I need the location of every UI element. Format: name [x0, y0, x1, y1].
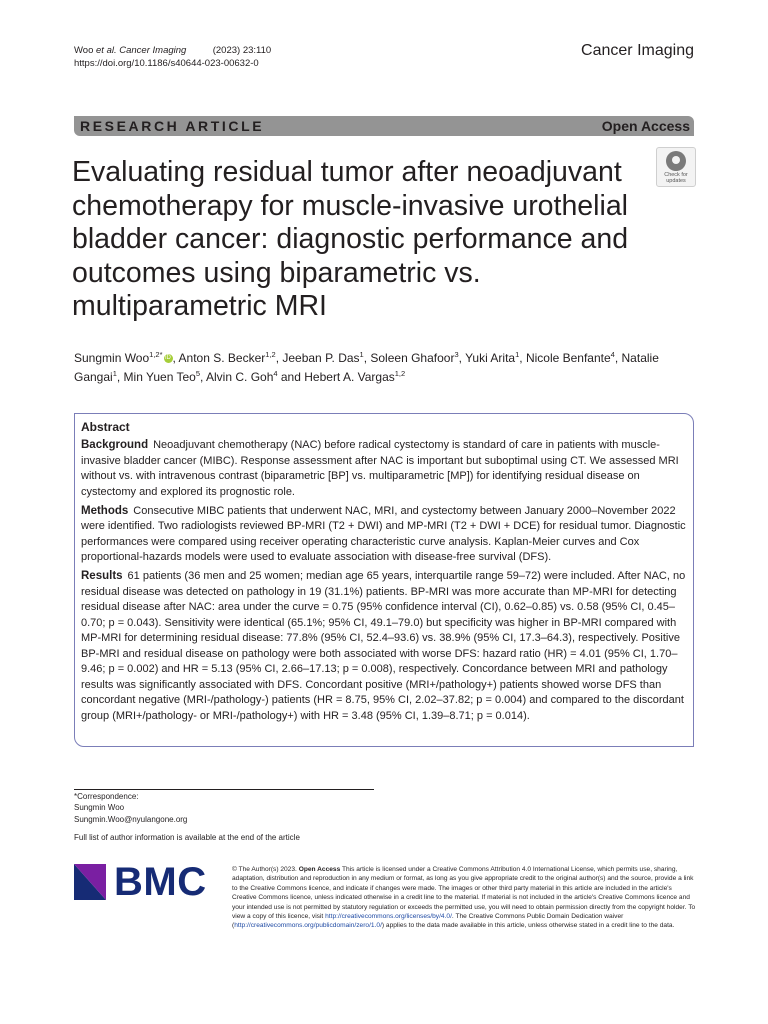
author-list: Sungmin Woo$^{1,2*}$ iD , Anton S. Becker$^{1,2}$, Jeeban P. Das$^1$, Soleen Ghafoor$^3$, Yuki Arita$^1$, Nicole Benfante$^4$, Natalie Gangai$^1$, Min Yuen Teo$^5$, Alvin C. Goh$^4$ and Hebert A. Vargas$^{1,2}$: [74, 350, 659, 384]
author-info-note: Full list of author information is available at the end of the article: [74, 833, 300, 842]
author-name: Yuki Arita: [465, 351, 516, 365]
license-link-by[interactable]: http://creativecommons.org/licenses/by/4.0/: [325, 913, 452, 921]
section-label: Background: [81, 439, 149, 451]
license-body-1: This article is licensed under a Creative Commons Attribution 4.0 International License, which permits use, sharing, adaptation, distribution and reproduction in any medium or format, as long as you give appropriate credit to the original author(s) and the source, provide a link to the Creative Commons licence, and indicate if changes were made. The images or other third party material in this article are included in the article's Creative Commons licence, unless indicated otherwise in a credit line to the material. If material is not included in the article's Creative Commons licence and your intended use is not permitted by statutory regulation or exceeds the permitted use, you will need to obtain permission directly from the copyright holder. To view a copy of this licence, visit: [232, 866, 696, 921]
author-affiliation: 1: [515, 350, 520, 359]
author-affiliation: 1: [359, 350, 364, 359]
orcid-icon[interactable]: iD: [165, 355, 171, 362]
abstract-results: [81, 569, 687, 724]
journal-name: Cancer Imaging: [581, 42, 694, 59]
author-name: Natalie Gangai: [74, 351, 659, 384]
header-doi-link[interactable]: https://doi.org/10.1186/s40644-023-00632-0: [74, 58, 259, 69]
abstract: [81, 420, 687, 728]
section-text: Consecutive MIBC patients that underwent NAC, MRI, and cystectomy between January 2000–November 2022 were identified. Two radiologists reviewed BP-MRI (T2 + DWI) and MP-MRI (T2 + DWI + DCE) for residual tumor. Diagnostic performances were compared using receiver operating characteristic curve analysis. Kaplan-Meier curves and Cox proportional-hazards models were used to evaluate association with disease-free survival (DFS).: [81, 504, 686, 563]
author-name: Sungmin Woo: [74, 351, 150, 365]
license-text: [232, 865, 698, 931]
author-affiliation: 5: [195, 369, 200, 378]
header-year-volume: (2023) 23:110: [212, 45, 272, 56]
bmc-logo-icon: [74, 864, 106, 900]
abstract-heading: Abstract: [81, 420, 130, 434]
license-open-access: Open Access: [298, 866, 341, 873]
author-affiliation: 3: [454, 350, 459, 359]
check-for-updates-button[interactable]: [656, 147, 696, 187]
article-title: Evaluating residual tumor after neoadjuvant chemotherapy for muscle-invasive urothelial bladder cancer: diagnostic performance and outcomes using biparametric vs. multiparametric MRI: [72, 156, 629, 322]
copyright: © The Author(s) 2023.: [232, 866, 297, 873]
author-affiliation: 1: [112, 369, 117, 378]
author-affiliation: 4: [273, 369, 278, 378]
citation-header: [74, 44, 271, 70]
author-name: Anton S. Becker: [178, 351, 266, 365]
header-author: Woo: [74, 45, 94, 56]
section-text: 61 patients (36 men and 25 women; median age 65 years, interquartile range 59–72) were included. After NAC, no residual disease was detected on pathology in 19 (31.1%) patients. BP-MRI was more accurate than MP-MRI for detecting residual disease after NAC: area under the curve = 0.75 (95% confidence interval (CI), 0.62–0.85) vs. 0.58 (95% CI, 0.45–0.70; p = 0.043). Sensitivity were identical (65.1%; 95% CI, 49.1–79.0) but specificity was higher in BP-MRI compared with MP-MRI for determining residual disease: 77.8% (95% CI, 52.4–93.6) vs. 38.9% (95% CI, 17.3–64.3), respectively. Positive BP-MRI and residual disease on pathology were both associated with worse DFS: hazard ratio (HR) = 4.01 (95% CI, 1.70–9.46; p = 0.002) and HR = 5.13 (95% CI, 2.66–17.13; p = 0.008), respectively. Concordance between MRI and pathology results was significantly associated with DFS. Concordant positive (MRI+/pathology+) patients showed worse DFS than concordant negative (MRI-/pathology-) patients (HR = 8.75, 95% CI, 2.02–37.82; p = 0.004) and compared to the discordant group (MRI+/pathology- or MRI-/pathology+) with HR = 3.48 (95% CI, 1.39–8.71; p = 0.014).: [81, 570, 686, 722]
section-text: Neoadjuvant chemotherapy (NAC) before radical cystectomy is standard of care in patients with muscle-invasive bladder cancer (MIBC). Response assessment after NAC is important but suboptimal using CT. We assessed MRI without vs. with intravenous contrast (biparametric [BP] vs. multiparametric [MP]) for identifying residual disease on cystectomy and explored its prognostic role.: [81, 439, 679, 498]
correspondence-email[interactable]: Sungmin.Woo@nyulangone.org: [74, 814, 188, 824]
license-body-2: . The Creative Commons Public Domain Dedication waiver (: [232, 913, 624, 930]
author-name: Nicole Benfante: [525, 351, 611, 365]
license-link-zero[interactable]: http://creativecommons.org/publicdomain/zero/1.0/: [234, 922, 382, 930]
author-affiliation: 1,2: [394, 369, 406, 378]
check-updates-icon: [666, 151, 686, 171]
author-affiliation: 4: [610, 350, 615, 359]
author-name: Jeeban P. Das: [282, 351, 360, 365]
author-affiliation: 1,2: [265, 350, 276, 359]
footnote-divider: [74, 789, 374, 790]
bmc-logo-text: BMC: [114, 860, 207, 904]
header-etal-journal: et al. Cancer Imaging: [96, 45, 187, 56]
open-access-label: Open Access: [601, 118, 690, 134]
abstract-background: [81, 438, 687, 500]
author-name: Alvin C. Goh: [206, 370, 274, 384]
bmc-logo: [74, 860, 214, 904]
section-label: Results: [81, 570, 123, 582]
correspondence: [74, 791, 187, 825]
section-label: Methods: [81, 504, 129, 517]
license-body-3: ) applies to the data made available in this article, unless otherwise stated in a credit line to the data.: [381, 922, 675, 930]
correspondence-label: *Correspondence:: [74, 792, 139, 801]
abstract-methods: [81, 504, 687, 566]
author-name: Soleen Ghafoor: [370, 351, 455, 365]
check-updates-label: Check for updates: [664, 172, 688, 184]
correspondence-name: Sungmin Woo: [74, 803, 125, 813]
author-name: Hebert A. Vargas: [304, 370, 395, 384]
author-affiliation: 1,2*: [149, 350, 163, 359]
author-name: Min Yuen Teo: [123, 370, 196, 384]
article-type-label: RESEARCH ARTICLE: [80, 118, 265, 134]
